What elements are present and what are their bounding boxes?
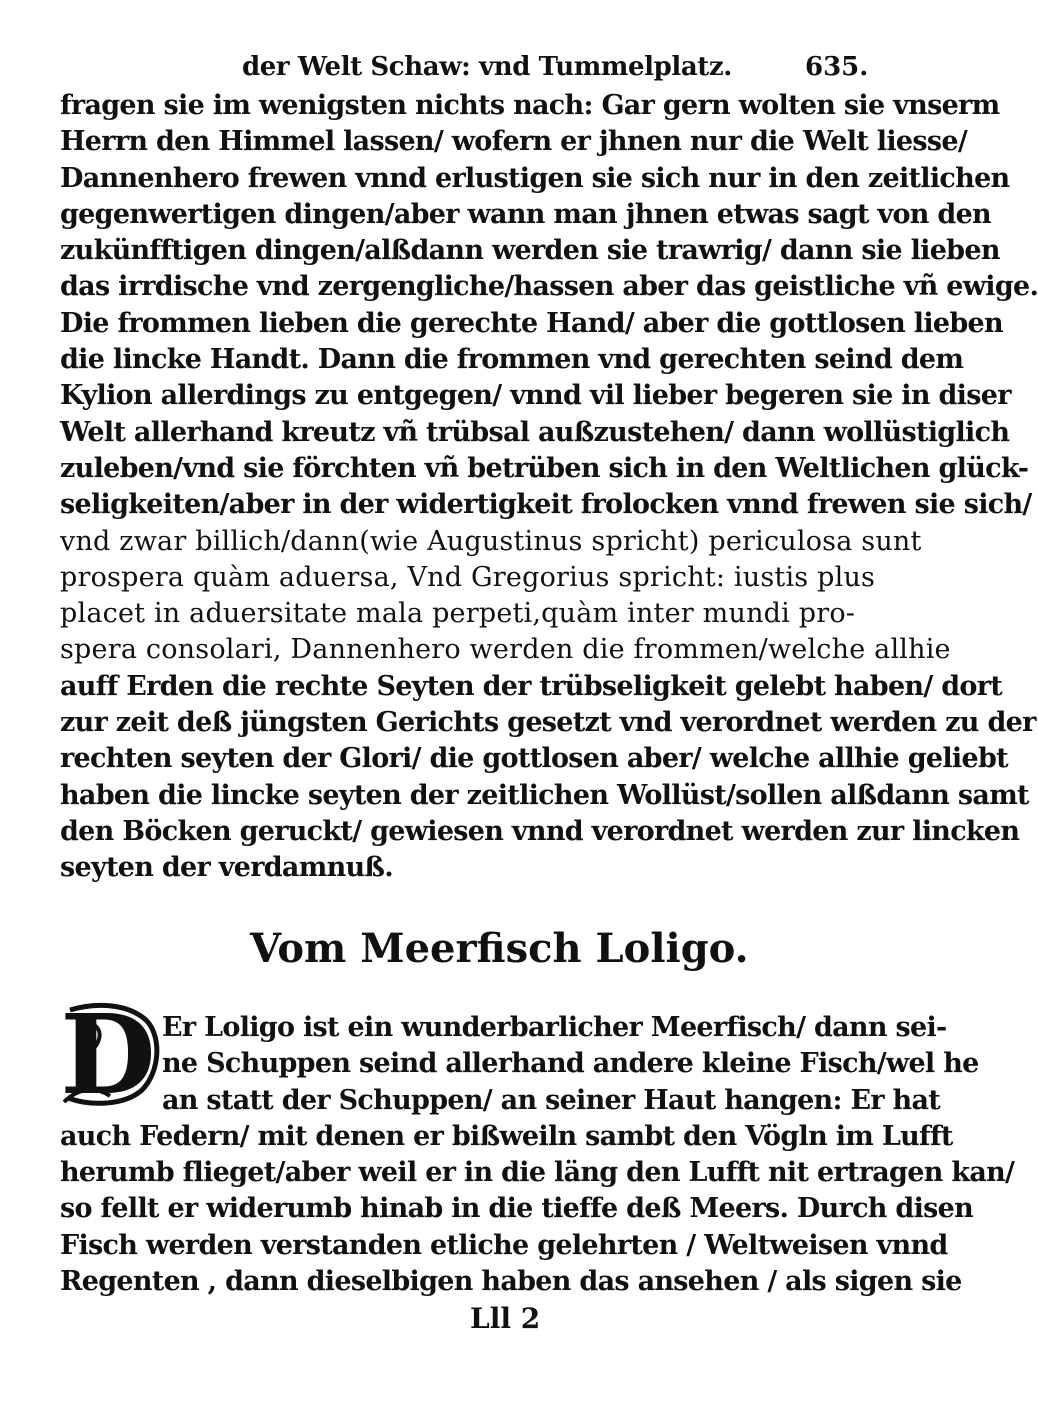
text-line: auch Federn/ mit denen er bißweiln sambt den Vögln im Lufft xyxy=(60,1120,953,1152)
running-head: der Welt Schaw: vnd Tummelplatz. xyxy=(242,52,732,82)
text-line: ne Schuppen seind allerhand andere kleine Fisch/wel he xyxy=(162,1048,979,1080)
text-line: herumb flieget/aber weil er in die läng den Lufft nit ertragen kan/ xyxy=(60,1157,1015,1189)
section-body-text xyxy=(60,1010,1015,1300)
text-line: so fellt er widerumb hinab in die tieffe deß Meers. Durch disen xyxy=(60,1193,974,1225)
text-line: Regenten , dann dieselbigen haben das ansehen / als sigen sie xyxy=(60,1266,962,1298)
text-line: rechten seyten der Glori/ die gottlosen aber/ welche allhie geliebt xyxy=(60,743,1008,775)
text-line: seyten der verdamnuß. xyxy=(60,852,393,884)
text-line: den Böcken geruckt/ gewiesen vnnd verordnet werden zur lincken xyxy=(60,815,1020,847)
decorated-initial-letter: D xyxy=(60,990,156,1119)
text-line: Die frommen lieben die gerechte Hand/ aber die gottlosen lieben xyxy=(60,307,1003,339)
page-header xyxy=(230,52,869,86)
printer-signature: Lll 2 xyxy=(470,1302,541,1335)
text-line: vnd zwar billich/dann(wie Augustinus spricht) periculosa sunt xyxy=(60,525,922,557)
text-line: fragen sie im wenigsten nichts nach: Gar gern wolten sie vnserm xyxy=(60,90,1000,121)
text-line: Welt allerhand kreutz vñ trübsal außzustehen/ dann wollüstiglich xyxy=(60,416,1010,448)
text-line: zur zeit deß jüngsten Gerichts gesetzt vnd verordnet werden zu der xyxy=(60,707,1036,739)
text-line: die lincke Handt. Dann die frommen vnd gerechten seind dem xyxy=(60,344,964,376)
page-number: 635. xyxy=(805,52,869,82)
text-line: Herrn den Himmel lassen/ wofern er jhnen nur die Welt liesse/ xyxy=(60,126,968,158)
text-line: Fisch werden verstanden etliche gelehrten / Weltweisen vnnd xyxy=(60,1229,948,1261)
text-line: haben die lincke seyten der zeitlichen Wollüst/sollen alßdann samt xyxy=(60,779,1029,811)
text-line: spera consolari, Dannenhero werden die frommen/welche allhie xyxy=(60,634,951,666)
text-line: zuleben/vnd sie förchten vñ betrüben sich in den Weltlichen glück- xyxy=(60,452,1029,484)
text-line: auff Erden die rechte Seyten der trübseligkeit gelebt haben/ dort xyxy=(60,670,1003,702)
text-line: das irrdische vnd zergengliche/hassen aber das geistliche vñ ewige. xyxy=(60,271,1038,303)
text-line: an statt der Schuppen/ an seiner Haut hangen: Er hat xyxy=(162,1084,941,1116)
text-line: zukünfftigen dingen/alßdann werden sie trawrig/ dann sie lieben xyxy=(60,235,1000,267)
body-text xyxy=(60,88,1038,887)
text-line: Dannenhero frewen vnnd erlustigen sie sich nur in den zeitlichen xyxy=(60,162,1010,194)
text-line: seligkeiten/aber in der widertigkeit frolocken vnnd frewen sie sich/ xyxy=(60,489,1032,521)
text-line: Kylion allerdings zu entgegen/ vnnd vil lieber begeren sie in diser xyxy=(60,380,1011,412)
text-line: Er Loligo ist ein wunderbarlicher Meerfisch/ dann sei- xyxy=(162,1012,947,1043)
text-line: gegenwertigen dingen/aber wann man jhnen etwas sagt von den xyxy=(60,198,991,230)
section-heading: Vom Meerfisch Loligo. xyxy=(250,925,749,972)
text-line: prospera quàm aduersa, Vnd Gregorius spricht: iustis plus xyxy=(60,561,876,593)
text-line: placet in aduersitate mala perpeti,quàm inter mundi pro- xyxy=(60,598,856,630)
